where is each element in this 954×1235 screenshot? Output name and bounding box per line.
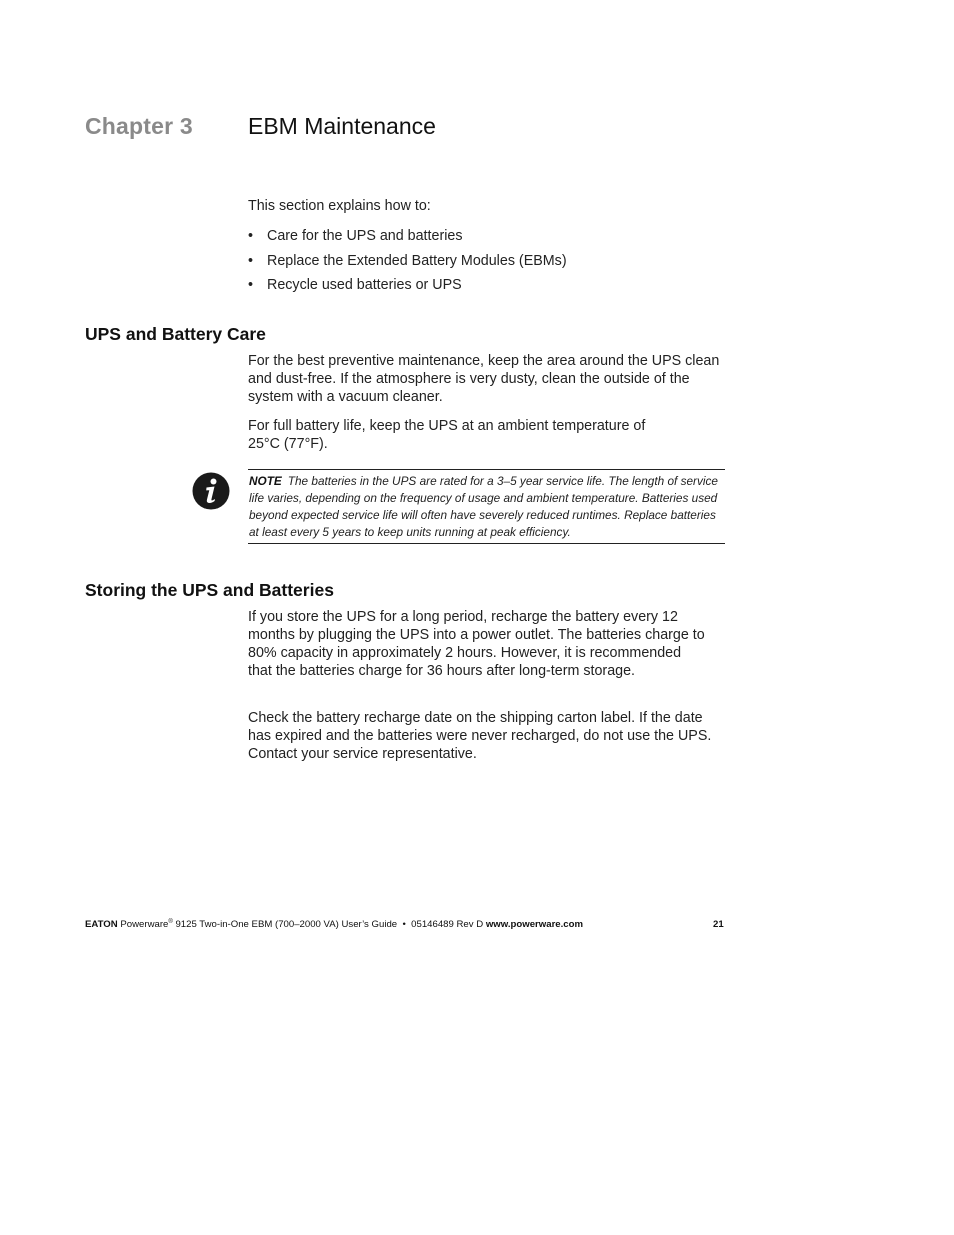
- footer-url: www.powerware.com: [485, 919, 584, 930]
- bullet-symbol: •: [248, 277, 254, 293]
- footer-product: Powerware: [120, 919, 169, 930]
- chapter-title: EBM Maintenance: [248, 113, 436, 139]
- paragraph: For full battery life, keep the UPS at an ambient temperature of 25°C (77°F).: [248, 418, 646, 452]
- note-content: [249, 473, 723, 541]
- page-number: 21: [713, 919, 724, 930]
- section-heading-care: UPS and Battery Care: [85, 324, 266, 344]
- list-item: [248, 276, 567, 294]
- bullet-symbol: •: [248, 228, 254, 244]
- paragraph: For the best preventive maintenance, keep the area around the UPS clean and dust-free. If the atmosphere is very dusty, clean the outside of the system with a vacuum cleaner.: [248, 353, 720, 405]
- registered-mark: ®: [168, 918, 173, 925]
- list-item-text: Replace the Extended Battery Modules (EBMs): [267, 252, 567, 269]
- paragraph: If you store the UPS for a long period, recharge the battery every 12 months by plugging the UPS into a power outlet. The batteries charge to 80% capacity in approximately 2 hours. However, it is recommended that the batteries charge for 36 hours after long-term storage.: [248, 609, 705, 679]
- intro-text: This section explains how to:: [248, 198, 431, 214]
- list-item-text: Care for the UPS and batteries: [267, 228, 463, 244]
- footer-brand: EATON: [85, 919, 118, 930]
- note-label: NOTE: [249, 474, 282, 488]
- chapter-label: Chapter 3: [85, 113, 193, 139]
- paragraph: Check the battery recharge date on the shipping carton label. If the date has expired and the batteries were never recharged, do not use the UPS. Contact your service representative.: [248, 710, 712, 762]
- footer: [85, 919, 583, 930]
- footer-description: 9125 Two-in-One EBM (700–2000 VA) User’s Guide • 05146489 Rev D: [172, 919, 486, 930]
- info-icon: [192, 472, 230, 510]
- section-heading-storage: Storing the UPS and Batteries: [85, 580, 334, 600]
- bullet-list: [248, 227, 567, 301]
- note-text: The batteries in the UPS are rated for a 3–5 year service life. The length of service life varies, depending on the frequency of usage and ambient temperature. Batteries used beyond expected service life will often have severely reduced runtimes. Replace batteries at least every 5 years to keep units running at peak efficiency.: [249, 474, 718, 539]
- list-item: [248, 252, 567, 270]
- list-item: [248, 227, 567, 245]
- list-item-text: Recycle used batteries or UPS: [267, 277, 462, 293]
- note-box: [248, 469, 725, 544]
- bullet-symbol: •: [248, 252, 254, 269]
